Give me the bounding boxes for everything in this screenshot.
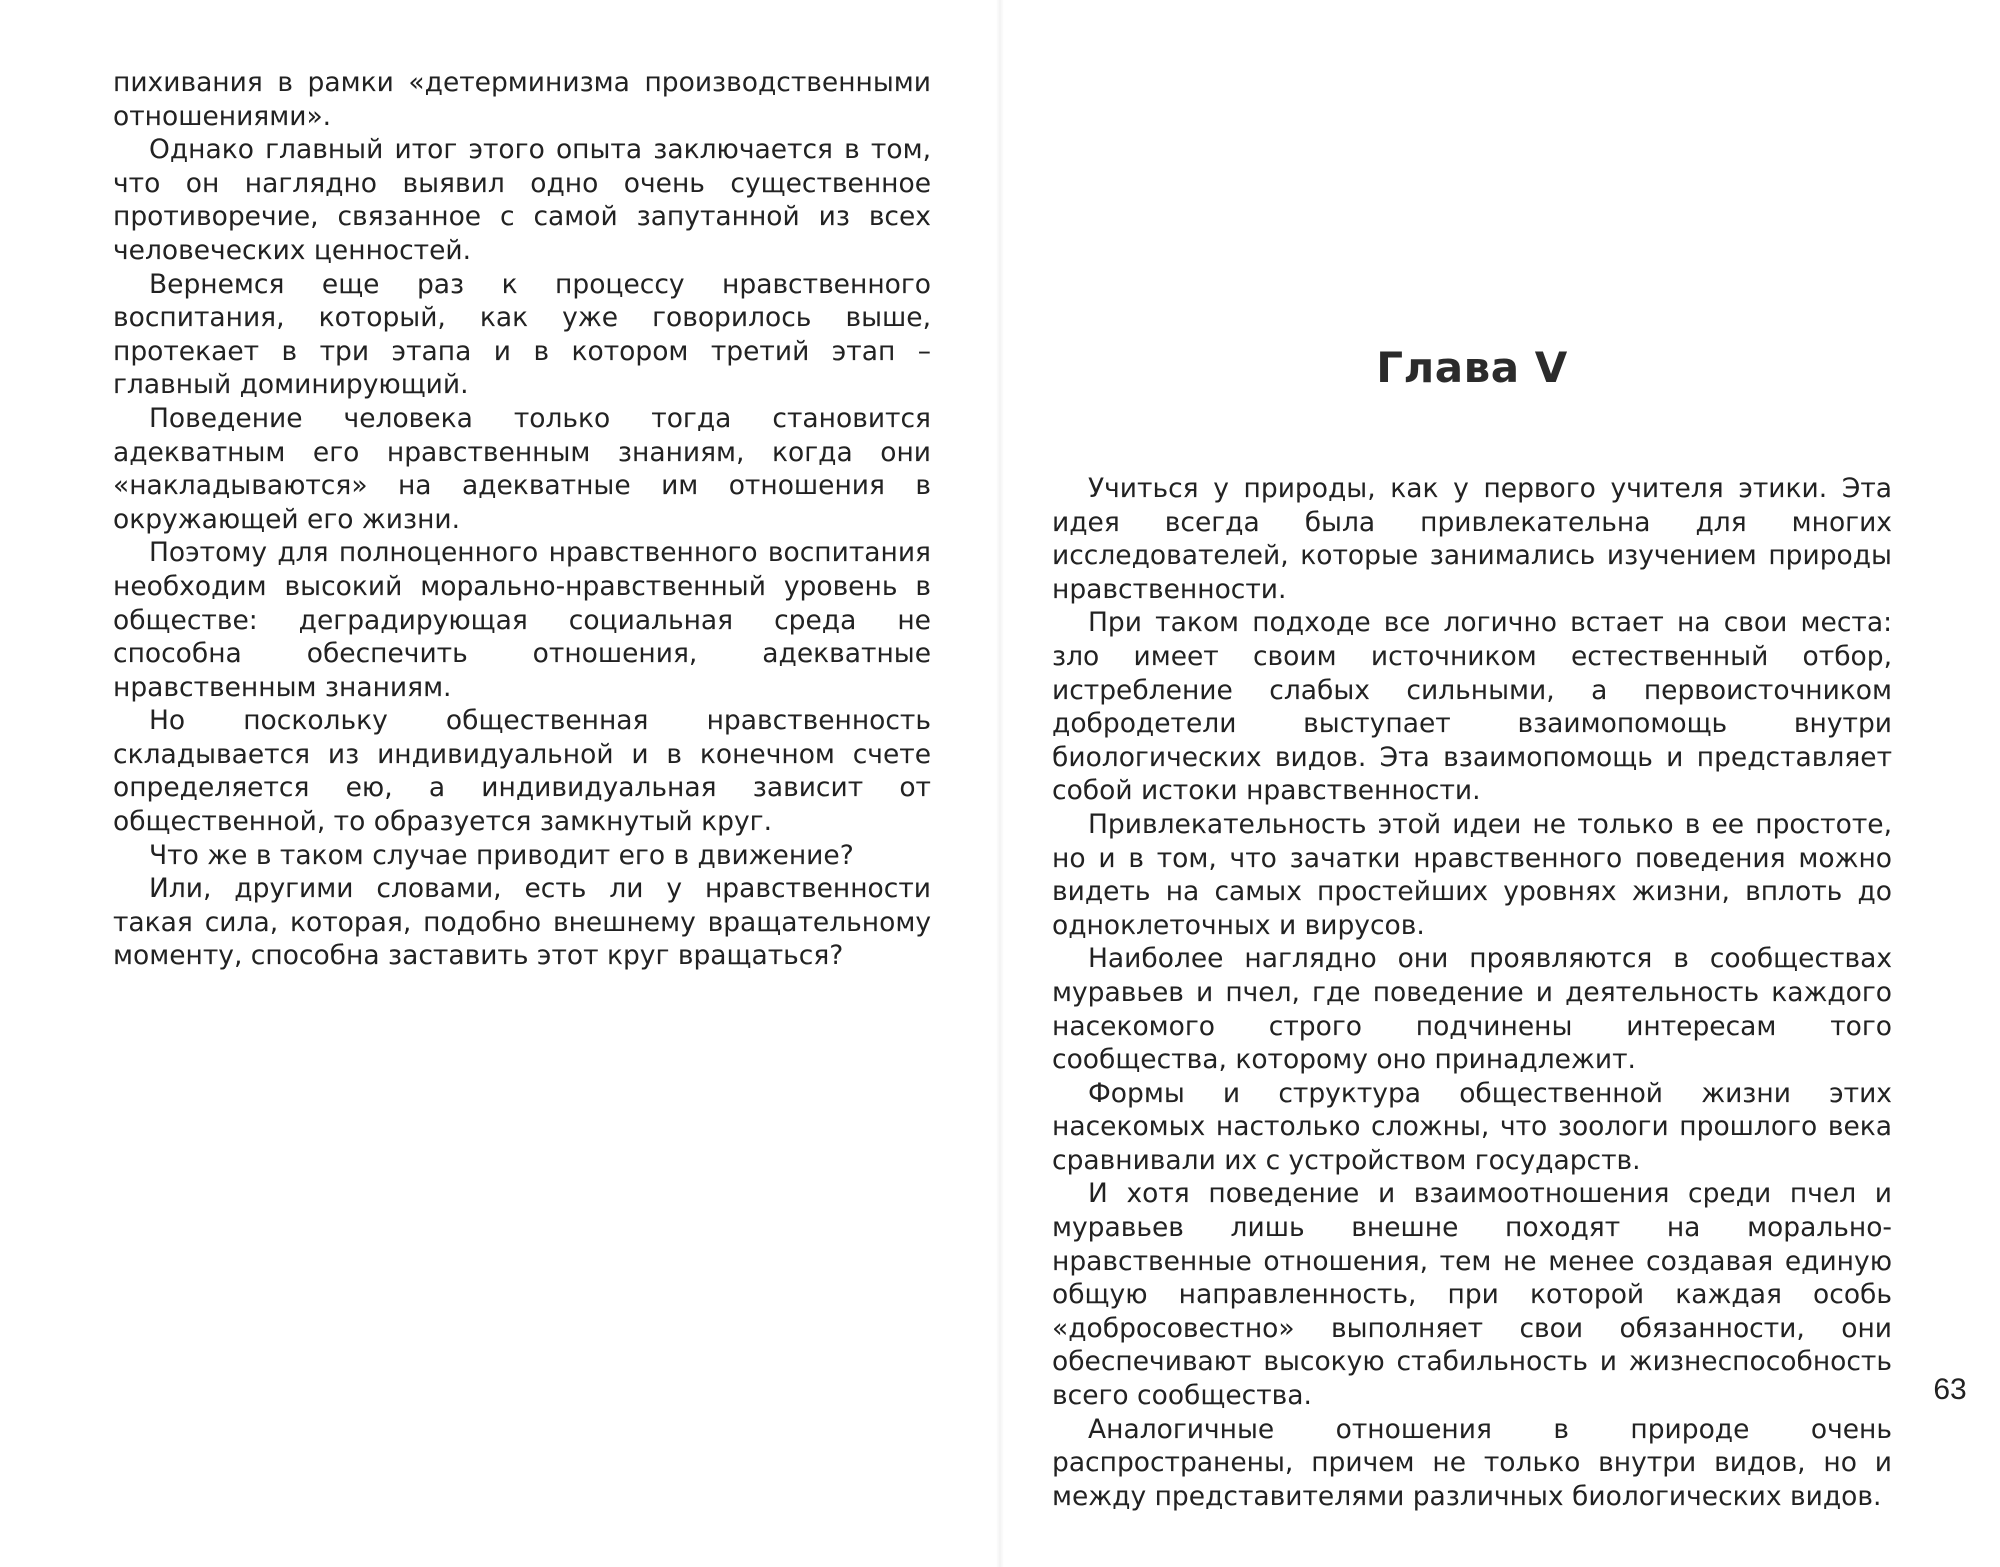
- right-paragraph-7: Аналогичные отношения в природе очень распространены, причем не только внутри видов, но и между представителями различных биологических видов.: [1052, 1413, 1892, 1512]
- right-paragraph-5: Формы и структура общественной жизни этих насекомых настолько сложны, что зоологи прошлого века сравнивали их с устройством государств.: [1052, 1077, 1892, 1176]
- page-number: 63: [1933, 1373, 1967, 1406]
- right-paragraph-2: При таком подходе все логично встает на свои места: зло имеет своим источником естественный отбор, истребление слабых сильными, а первоисточником добродетели выступает взаимопомощь внутри биологических видов. Эта взаимопомощь и представляет собой истоки нравственности.: [1052, 607, 1892, 807]
- left-paragraph-8: Или, другими словами, есть ли у нравственности такая сила, которая, подобно внешнему вращательному моменту, способна заставить этот круг вращаться?: [113, 873, 931, 972]
- left-paragraph-5: Поэтому для полноценного нравственного воспитания необходим высокий морально-нравственный уровень в обществе: деградирующая социальная среда не способна обеспечить отношения, адекватные нравственным знаниям.: [113, 537, 931, 703]
- left-paragraph-4: Поведение человека только тогда становится адекватным его нравственным знаниям, когда они «накладываются» на адекватные им отношения в окружающей его жизни.: [113, 402, 931, 535]
- left-paragraph-2: Однако главный итог этого опыта заключается в том, что он наглядно выявил одно очень существенное противоречие, связанное с самой запутанной из всех человеческих ценностей.: [113, 134, 931, 266]
- left-paragraph-3: Вернемся еще раз к процессу нравственного воспитания, который, как уже говорилось выше, протекает в три этапа и в котором третий этап – главный доминирующий.: [113, 268, 931, 401]
- right-paragraph-6: И хотя поведение и взаимоотношения среди пчел и муравьев лишь внешне походят на морально-нравственные отношения, тем не менее создавая единую общую направленность, при которой каждая особь «добросовестно» выполняет свои обязанности, они обеспечивают высокую стабильность и жизнеспособность всего сообщества.: [1052, 1178, 1892, 1412]
- right-paragraph-4: Наиболее наглядно они проявляются в сообществах муравьев и пчел, где поведение и деятельность каждого насекомого строго подчинены интересам того сообщества, которому оно принадлежит.: [1052, 943, 1892, 1076]
- left-paragraph-1: пихивания в рамки «детерминизма производственными отношениями».: [113, 67, 931, 132]
- chapter-title: Глава V: [1376, 343, 1568, 392]
- left-paragraph-7: Что же в таком случае приводит его в движение?: [149, 839, 854, 871]
- right-paragraph-3: Привлекательность этой идеи не только в ее простоте, но и в том, что зачатки нравственного поведения можно видеть на самых простейших уровнях жизни, вплоть до одноклеточных и вирусов.: [1052, 808, 1892, 941]
- left-paragraph-6: Но поскольку общественная нравственность складывается из индивидуальной и в конечном счете определяется ею, а индивидуальная зависит от общественной, то образуется замкнутый круг.: [113, 705, 931, 838]
- left-page-text: [113, 66, 931, 973]
- right-paragraph-1: Учиться у природы, как у первого учителя этики. Эта идея всегда была привлекательна для многих исследователей, которые занимались изучением природы нравственности.: [1052, 473, 1892, 605]
- book-gutter: [996, 0, 1004, 1567]
- right-page-text: [1052, 472, 1892, 1513]
